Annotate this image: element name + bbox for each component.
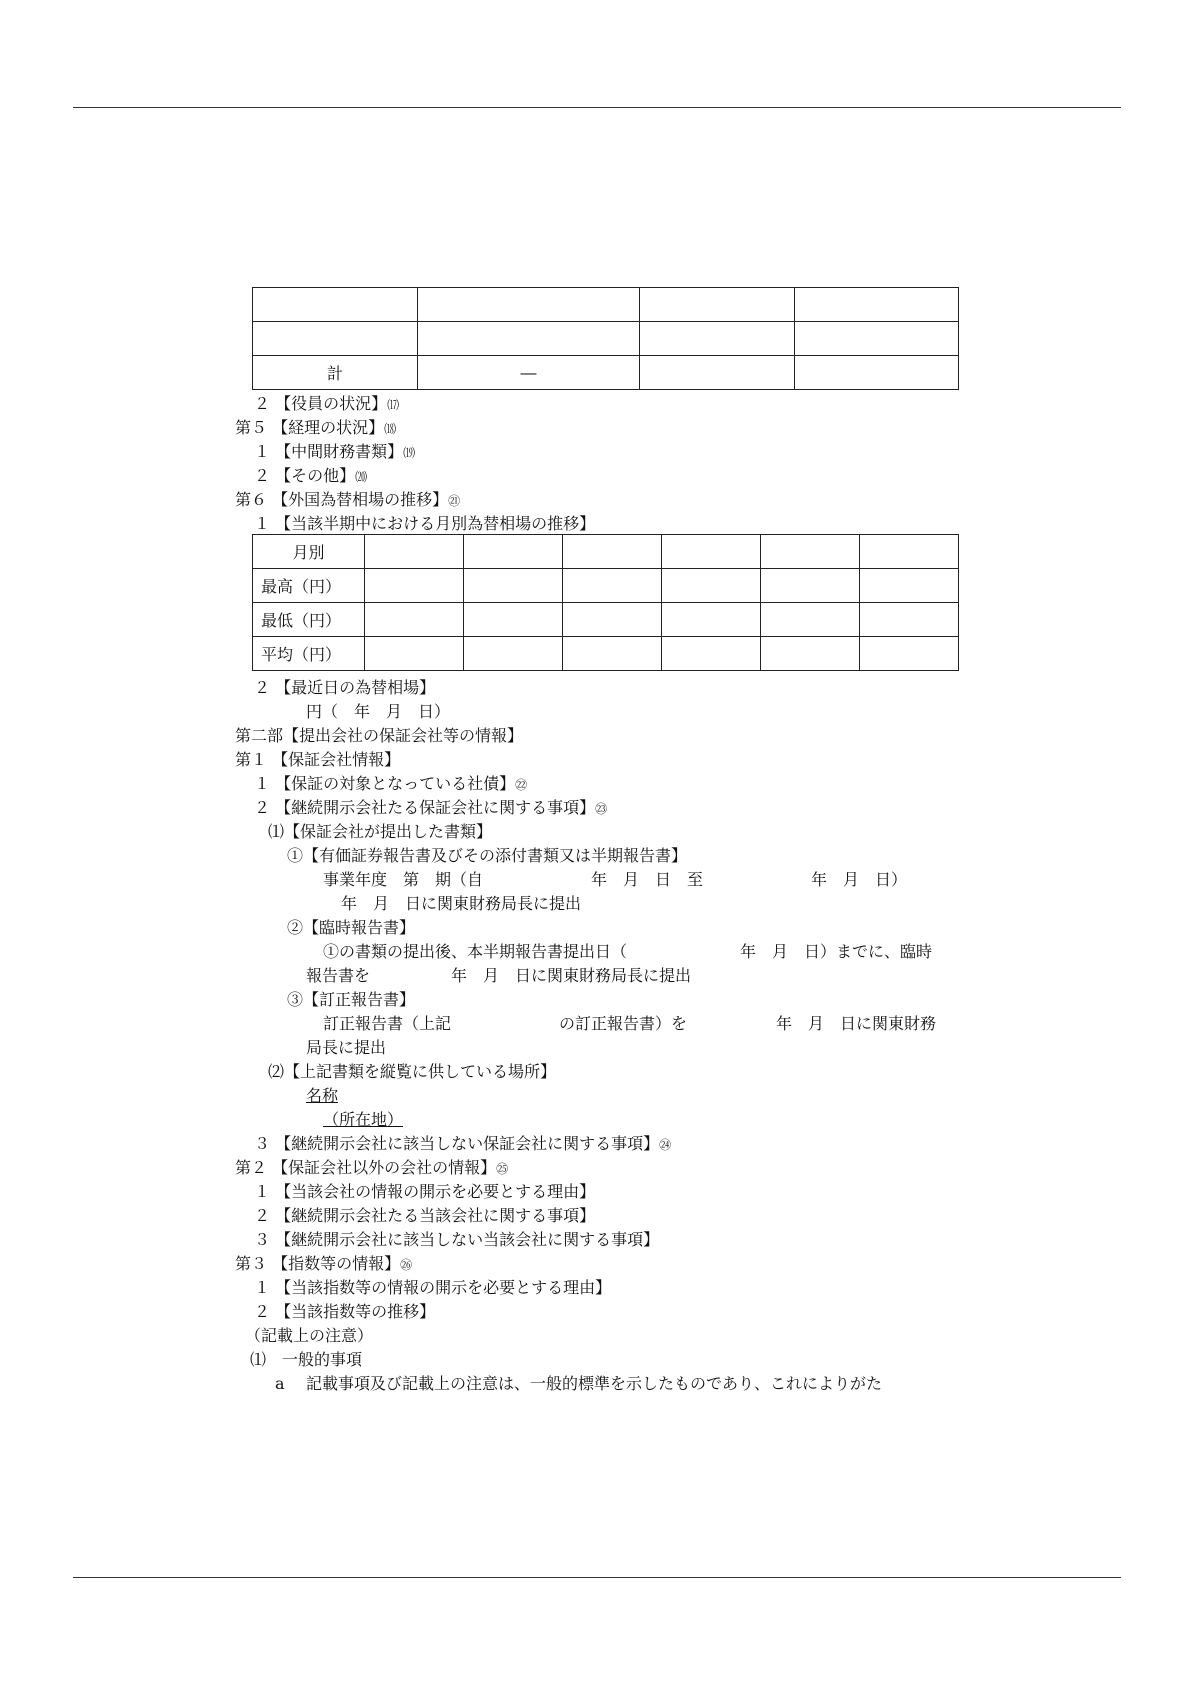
table-cell [761, 535, 860, 569]
table-cell [464, 603, 563, 637]
notes-item-a-text: 記載事項及び記載上の注意は、一般的標準を示したものであり、これによりがた [306, 1374, 883, 1393]
table-row-total [253, 356, 959, 390]
table-cell [640, 322, 795, 356]
exchange-rate-table [252, 534, 959, 671]
heading-noncontinuous-company: ３ 【継続開示会社に該当しない当該会社に関する事項】 [254, 1230, 660, 1249]
table-cell [860, 569, 959, 603]
table-cell [860, 535, 959, 569]
heading-accounting: 第５ 【経理の状況】⒅ [235, 418, 397, 437]
recent-rate-value: 円（ 年 月 日） [306, 702, 451, 721]
table-cell [795, 288, 959, 322]
table-row [253, 288, 959, 322]
notes-general: ⑴ 一般的事項 [250, 1350, 363, 1369]
table-cell [761, 603, 860, 637]
place-address: （所在地） [323, 1110, 404, 1129]
table-cell [795, 322, 959, 356]
heading-officers: ２ 【役員の状況】⒄ [254, 394, 400, 413]
heading-other-company-info: 第２ 【保証会社以外の会社の情報】㉕ [235, 1158, 509, 1177]
notes-item-a-marker: a [275, 1374, 285, 1393]
heading-submitted-docs: ⑴【保証会社が提出した書類】 [268, 822, 493, 841]
heading-other: ２ 【その他】⒇ [254, 466, 368, 485]
heading-monthly-rates: １ 【当該半期中における月別為替相場の推移】 [254, 514, 596, 533]
heading-exchange-rates: 第６ 【外国為替相場の推移】㉑ [235, 490, 461, 509]
table-cell [662, 535, 761, 569]
heading-continuous-guarantor: ２ 【継続開示会社たる保証会社に関する事項】㉓ [254, 798, 608, 817]
extraordinary-line-2: 報告書を 年 月 日に関東財務局長に提出 [306, 966, 692, 985]
table-cell [640, 356, 795, 390]
heading-extraordinary-report: ②【臨時報告書】 [287, 918, 416, 937]
heading-amendment-report: ③【訂正報告書】 [287, 990, 416, 1009]
heading-part-two: 第二部【提出会社の保証会社等の情報】 [235, 726, 524, 745]
table-cell [761, 569, 860, 603]
notes-heading: （記載上の注意） [245, 1326, 374, 1345]
table-row [253, 637, 959, 671]
table-cell [662, 603, 761, 637]
extraordinary-line-1: ①の書類の提出後、本半期報告書提出日（ 年 月 日）までに、臨時 [323, 942, 933, 961]
table-cell [464, 569, 563, 603]
footer-rule [73, 1577, 1121, 1578]
heading-interim-statements: １ 【中間財務書類】⒆ [254, 442, 416, 461]
heading-disclosure-reason: １ 【当該会社の情報の開示を必要とする理由】 [254, 1182, 596, 1201]
header-rule [73, 107, 1121, 108]
table-cell [253, 288, 418, 322]
place-name: 名称 [306, 1086, 339, 1105]
table-cell: ― [418, 356, 640, 390]
table-cell [365, 569, 464, 603]
table-cell [563, 535, 662, 569]
heading-index-trend: ２ 【当該指数等の推移】 [254, 1302, 436, 1321]
table-row [253, 322, 959, 356]
table-cell [253, 322, 418, 356]
table-cell [365, 603, 464, 637]
fiscal-period-line: 事業年度 第 期（自 年 月 日 至 年 月 日） [323, 870, 908, 889]
row-header-low: 最低（円） [253, 603, 365, 637]
table-cell [563, 569, 662, 603]
amendment-line-2: 局長に提出 [306, 1038, 387, 1057]
table-row [253, 569, 959, 603]
amendment-line-1: 訂正報告書（上記 の訂正報告書）を 年 月 日に関東財務 [323, 1014, 937, 1033]
table-cell [365, 637, 464, 671]
row-header-average: 平均（円） [253, 637, 365, 671]
table-row [253, 535, 959, 569]
heading-recent-rate: ２ 【最近日の為替相場】 [254, 678, 436, 697]
summary-table [252, 287, 959, 390]
table-cell [640, 288, 795, 322]
table-cell [662, 637, 761, 671]
heading-guarantor-info: 第１ 【保証会社情報】 [235, 750, 401, 769]
heading-noncontinuous-guarantor: ３ 【継続開示会社に該当しない保証会社に関する事項】㉔ [254, 1134, 672, 1153]
table-cell [860, 637, 959, 671]
row-header-month: 月別 [253, 535, 365, 569]
table-cell [795, 356, 959, 390]
table-cell [418, 322, 640, 356]
table-cell [365, 535, 464, 569]
table-cell [563, 603, 662, 637]
table-cell [662, 569, 761, 603]
table-cell [464, 535, 563, 569]
row-header-high: 最高（円） [253, 569, 365, 603]
heading-securities-report: ①【有価証券報告書及びその添付書類又は半期報告書】 [287, 846, 688, 865]
table-cell [860, 603, 959, 637]
submission-date-line: 年 月 日に関東財務局長に提出 [341, 894, 582, 913]
table-cell [464, 637, 563, 671]
total-label-cell: 計 [253, 356, 418, 390]
heading-inspection-places: ⑵【上記書類を縦覧に供している場所】 [268, 1062, 557, 1081]
table-cell [563, 637, 662, 671]
heading-continuous-company: ２ 【継続開示会社たる当該会社に関する事項】 [254, 1206, 596, 1225]
table-cell [761, 637, 860, 671]
table-cell [418, 288, 640, 322]
heading-guaranteed-bonds: １ 【保証の対象となっている社債】㉒ [254, 774, 528, 793]
heading-index-reason: １ 【当該指数等の情報の開示を必要とする理由】 [254, 1278, 612, 1297]
table-row [253, 603, 959, 637]
heading-index-info: 第３ 【指数等の情報】㉖ [235, 1254, 413, 1273]
